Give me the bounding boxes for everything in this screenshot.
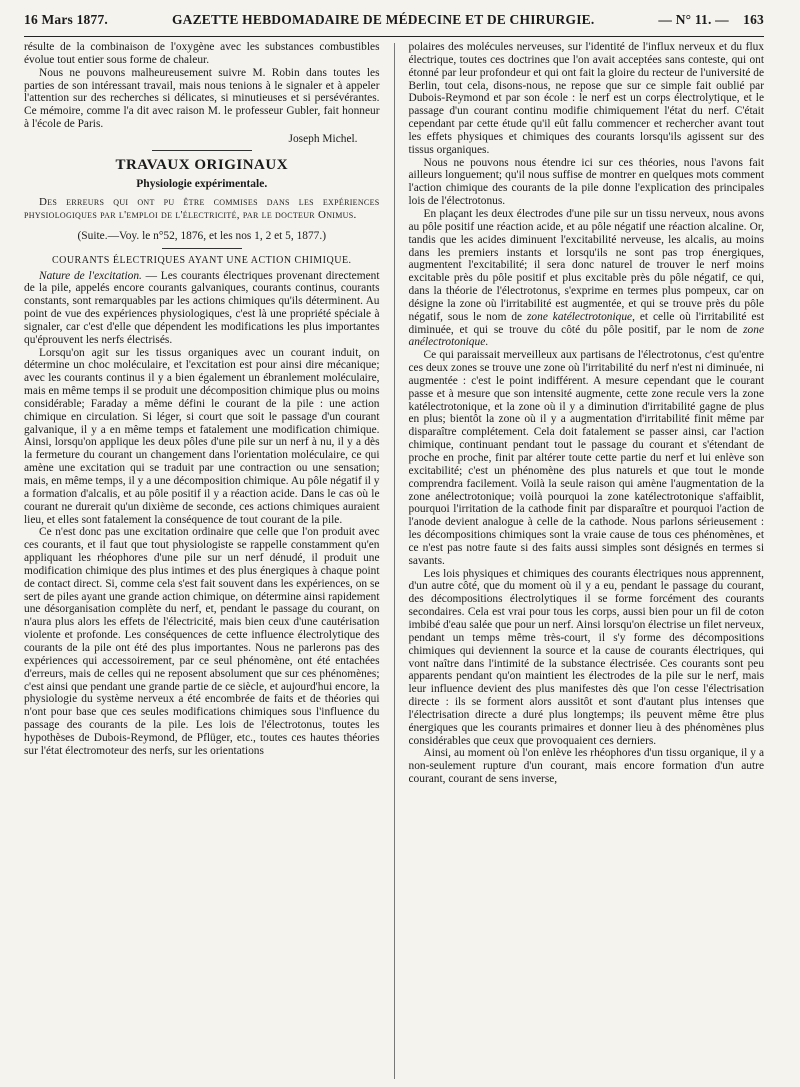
issue-number: — N° 11. — 163 — [658, 12, 764, 27]
author-signature: Joseph Michel. — [288, 132, 358, 145]
paragraph: Les lois physiques et chimiques des courants électriques nous apprennent, d'un autre côté, que du moment où il y a eu, pendant le passage du courant, des décompositions électrolytiques il se forme forcément des courants secondaires. Cela est vrai pour tous les corps, aussi bien pour un fil de coton imbibé d'eau salée que pour un nerf. Ainsi lorsqu'on électrise un filet nerveux, pendant un temps même très-court, il s'y forme des décompositions chimiques qui deviennent la source et la cause de courants électriques, qui vont naître dans l'intimité de la substance électrisée. Ces courants sont peu apparents pendant qu'on maintient les électrodes de la pile sur le nerf, mais leur influence devient des plus manifestes dès que l'on cesse l'électrisation directe : ils se forment alors aussitôt et sont d'autant plus intenses que l'électrisation directe a duré plus longtemps; ils peuvent même être plus énergiques que les courants primaires et donner lieu à des phénomènes plus considérables que ceux que provoquaient ces derniers. — [408, 567, 765, 747]
paragraph: Nous ne pouvons nous étendre ici sur ces théories, nous l'avons fait ailleurs longuement; qu'il nous suffise de montrer en quelques mots comment l'action chimique des courants de la pile donne l'explication des principales lois de l'électrotonus. — [408, 156, 765, 208]
header-rule — [24, 36, 764, 37]
left-column — [24, 41, 380, 1079]
header-date: 16 Mars 1877. — [24, 12, 108, 27]
subsection-title: Physiologie expérimentale. — [136, 177, 268, 190]
paragraph: Lorsqu'on agit sur les tissus organiques avec un courant induit, on détermine un choc moléculaire, et l'excitation est pour ainsi dire mécanique; avec les courants continus il y a bien également un ébranlement moléculaire, mais en même temps il se produit une décomposition chimique plus ou moins considérable; Faraday a même défini le courant de la pile : une action chimique en circulation. Si léger, si court que soit le passage d'un courant galvanique, il y a en même temps et fatalement une modification chimique. Ainsi, lorsqu'on applique les deux pôles d'une pile sur un nerf à nu, il y a dès la fermeture du courant un changement dans l'orientation moléculaire, ce qui amène une excitation qui se traduit par une contraction ou une sensation; mais, en même temps, il y a une décomposition chimique. Au pôle négatif il y a formation d'alcalis, et au pôle positif il y a réaction acide. Dans le cas où le courant ne durerait qu'un dixième de seconde, ces actions chimiques auraient lieu, et elles sont fatalement la conséquence de tout courant de la pile. — [24, 346, 380, 526]
paragraph: Nous ne pouvons malheureusement suivre M. Robin dans toutes les parties de son intéressant travail, mais nous tenions à le signaler et à appeler l'attention sur des recherches si délicates, si minutieuses et si persévérantes. Ce mémoire, comme l'a dit avec raison M. le professeur Gubler, fait honneur à l'école de Paris. — [24, 66, 380, 131]
separator — [162, 248, 242, 249]
separator — [152, 150, 252, 151]
article-title: Des erreurs qui ont pu être commises dans les expériences physiologiques par l'emploi de l'électricité, par le docteur Onimus. — [24, 195, 380, 221]
paragraph: Nature de l'excitation. — Les courants électriques provenant directement de la pile, appelés encore courants galvaniques, courants continus, courants constants, sont remarquables par les actions chimiques qu'ils déterminent. Au point de vue des expériences physiologiques, c'est là une propriété spéciale à signaler, car c'est d'elle que dépendent les modifications les plus importantes qu'éprouvent les nerfs électrisés. — [24, 269, 380, 346]
paragraph: Ce qui paraissait merveilleux aux partisans de l'électrotonus, c'est qu'entre ces deux zones se trouve une zone où l'irritabilité du nerf n'est ni diminuée, ni augmentée : c'est le point indifférent. A mesure cependant que le courant passe et à mesure que son intensité augmente, cette zone recule vers la zone katélectrotonique, et la zone où il y a diminution d'irritabilité gagne de plus en plus; bientôt la zone où il y a augmentation d'irritabilité finit même par disparaître complétement. Cela doit fatalement se passer ainsi, car l'action chimique, continuant pendant tout le passage du courant et s'étendant de proche en proche, finit par altérer toute cette partie du nerf et lui enlève son excitabilité; c'est un phénomène des plus naturels et que tout le monde comprendra facilement. Voilà la seule raison qui amène l'augmentation de la zone anélectrotonique; voilà pourquoi la zone katélectrotonique s'affaiblit, pourquoi l'irritation de la cathode finit par disparaître et pourquoi l'action de l'anode devient analogue à celle de la cathode. Nous parlons sérieusement : les décompositions chimiques sont la vraie cause de tous ces phénomènes, et ce n'est pas notre faute si des faits aussi simples sont désignés en termes si savants. — [408, 349, 765, 567]
chapter-heading: COURANTS ÉLECTRIQUES AYANT UNE ACTION CHIMIQUE. — [51, 254, 352, 266]
body-columns — [24, 41, 764, 1079]
right-column — [409, 41, 765, 1079]
italic-term: zone anélectrotonique — [408, 323, 765, 349]
page-number: 163 — [743, 12, 764, 27]
column-divider — [394, 43, 395, 1079]
paragraph: Ce n'est donc pas une excitation ordinaire que celle que l'on produit avec ces courants, et il faut que tout physiologiste se rappelle constamment qu'en appliquant les rhéophores d'une pile sur un nerf dénudé, il produit une modification chimique des plus intimes et des plus énergiques à chaque point de contact direct. Si, comme cela s'est fait souvent dans les expériences, on se sert de piles ayant une grande action chimique, on détermine ainsi rapidement une désorganisation complète du nerf, et, pendant le passage du courant, on n'aura plus alors les effets de l'électricité, mais bien ceux d'une cautérisation violente et profonde. Les conséquences de cette influence électrolytique des courants de la pile ont été des plus importantes. Nous ne parlerons pas des expériences qui accessoirement, par ce seul phénomène, ont été entachées d'erreurs, mais de celles qui ne reposent absolument que sur ces phénomènes; c'est ainsi que pendant une grande partie de ce siècle, et aujourd'hui encore, la physiologie du système nerveux a été encombrée de faits et de théories qui n'ont pour base que ces seules modifications chimiques sous l'influence du passage des courants de la pile. Les lois de l'électrotonus, toutes les hypothèses de Dubois-Reymond, de Pflüger, etc., toutes ces hautes théories sur l'état électromoteur des nerfs, sur les orientations — [24, 526, 380, 757]
page-header — [24, 6, 764, 36]
paragraph: résulte de la combinaison de l'oxygène avec les substances combustibles évolue tout entier sous forme de chaleur. — [24, 41, 380, 66]
paragraph: Ainsi, au moment où l'on enlève les rhéophores d'un tissu organique, il y a non-seulement rupture d'un courant, mais encore formation d'un autre courant, courant de sens inverse, — [408, 747, 765, 786]
article-suite-note: (Suite.—Voy. le n°52, 1876, et les nos 1, 2 et 5, 1877.) — [77, 229, 326, 242]
paragraph: polaires des molécules nerveuses, sur l'identité de l'influx nerveux et du flux électrique, toutes ces doctrines que l'on avait acceptées sans conteste, qui ont étonné par leur profondeur et qui ont fait la gloire du recteur de l'université de Berlin, tout cela, disons-nous, ne repose que sur ce simple fait oublié par Dubois-Reymond et par son école : le nerf est un corps électrolytique, et le passage d'un courant continu modifie chimiquement l'état du nerf. C'était cependant par cette étude qu'il eût fallu commencer et rechercher avant tout les effets physiques et chimiques des courants lorsqu'ils agissent sur des tissus organiques. — [408, 41, 765, 156]
lead-term: Nature de l'excitation. — [39, 269, 142, 282]
paragraph: En plaçant les deux électrodes d'une pile sur un tissu nerveux, nous avons au pôle positif une réaction acide, et au pôle négatif une réaction alcaline. Or, tandis que les acides diminuent l'excitabilité nerveuse, les alcalis, au moins dans les premiers instants et lorsqu'ils ne sont pas trop énergiques, augmentent l'excitabilité; il sera donc naturel de trouver le nerf moins excitable près du pôle positif et plus excitable près du pôle négatif, ce qui, dans la théorie de l'électrotonus, s'exprime en termes plus pompeux, car on désigne la zone où l'irritabilité est augmentée, et qui se trouve près du pôle négatif, sous le nom de zone katélectrotonique, et celle où l'irritabilité est diminuée, et qui se trouve du côté du pôle positif, par le nom de zone anélectrotonique. — [408, 207, 765, 349]
section-title: TRAVAUX ORIGINAUX — [115, 156, 289, 173]
journal-title: GAZETTE HEBDOMADAIRE DE MÉDECINE ET DE CHIRURGIE. — [171, 12, 595, 27]
italic-term: zone katélectrotonique — [527, 310, 633, 323]
